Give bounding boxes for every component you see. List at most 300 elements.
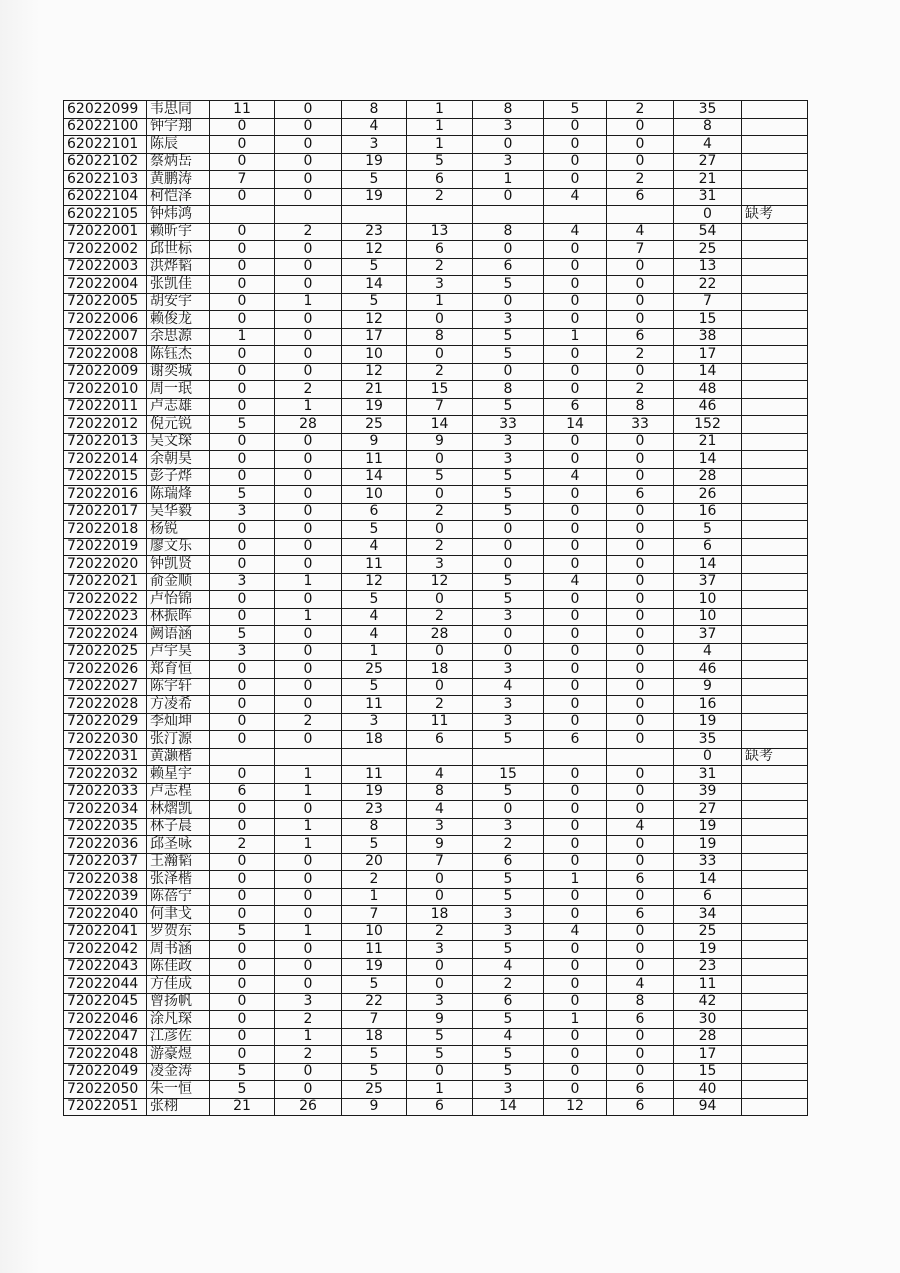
score-cell: 0 [275, 171, 342, 189]
total-cell: 14 [674, 871, 742, 889]
score-cell: 0 [607, 626, 674, 644]
note-cell [742, 818, 808, 836]
total-cell: 25 [674, 241, 742, 259]
score-cell: 0 [544, 678, 607, 696]
score-cell: 0 [275, 941, 342, 959]
score-cell: 0 [544, 538, 607, 556]
student-name-cell: 游豪煜 [147, 1046, 210, 1064]
score-cell: 4 [544, 188, 607, 206]
score-cell: 6 [607, 188, 674, 206]
total-cell: 0 [674, 206, 742, 224]
table-row [64, 381, 808, 399]
score-cell: 0 [544, 136, 607, 154]
total-cell: 11 [674, 976, 742, 994]
student-id-cell: 72022032 [64, 766, 147, 784]
score-cell: 2 [407, 923, 473, 941]
score-cell: 0 [210, 871, 275, 889]
score-cell: 0 [210, 958, 275, 976]
student-name-cell: 陈辰 [147, 136, 210, 154]
total-cell: 17 [674, 346, 742, 364]
student-name-cell: 林子晨 [147, 818, 210, 836]
score-cell: 0 [544, 311, 607, 329]
score-cell: 0 [275, 153, 342, 171]
note-cell [742, 398, 808, 416]
score-cell: 2 [607, 381, 674, 399]
student-id-cell: 72022033 [64, 783, 147, 801]
score-cell: 1 [473, 171, 544, 189]
score-cell: 4 [473, 1028, 544, 1046]
total-cell: 19 [674, 818, 742, 836]
student-name-cell: 周书涵 [147, 941, 210, 959]
score-cell: 5 [473, 1063, 544, 1081]
score-cell: 14 [342, 468, 407, 486]
score-cell: 0 [275, 241, 342, 259]
score-cell: 5 [210, 486, 275, 504]
score-cell: 18 [342, 1028, 407, 1046]
score-cell: 5 [473, 503, 544, 521]
score-cell: 28 [407, 626, 473, 644]
student-id-cell: 72022015 [64, 468, 147, 486]
student-name-cell: 洪烨韬 [147, 258, 210, 276]
score-cell: 10 [342, 346, 407, 364]
score-cell [275, 748, 342, 766]
score-cell: 8 [473, 381, 544, 399]
score-cell: 14 [342, 276, 407, 294]
score-cell: 13 [407, 223, 473, 241]
score-cell: 0 [544, 258, 607, 276]
student-id-cell: 72022023 [64, 608, 147, 626]
score-cell: 33 [607, 416, 674, 434]
score-cell: 8 [407, 783, 473, 801]
table-row [64, 993, 808, 1011]
score-cell: 0 [607, 538, 674, 556]
score-cell: 6 [473, 258, 544, 276]
note-cell [742, 573, 808, 591]
score-cell: 0 [473, 801, 544, 819]
note-cell [742, 451, 808, 469]
score-cell: 5 [473, 346, 544, 364]
student-id-cell: 72022014 [64, 451, 147, 469]
total-cell: 9 [674, 678, 742, 696]
score-cell: 12 [342, 363, 407, 381]
score-cell: 0 [607, 556, 674, 574]
score-cell: 9 [342, 1098, 407, 1116]
score-cell: 0 [210, 293, 275, 311]
total-cell: 6 [674, 538, 742, 556]
score-cell: 0 [607, 801, 674, 819]
score-cell: 0 [275, 1063, 342, 1081]
score-cell: 4 [342, 626, 407, 644]
score-cell: 4 [342, 118, 407, 136]
score-cell: 5 [473, 888, 544, 906]
student-id-cell: 72022030 [64, 731, 147, 749]
score-cell: 0 [210, 1028, 275, 1046]
score-cell: 3 [407, 941, 473, 959]
table-row [64, 661, 808, 679]
student-name-cell: 郑育恒 [147, 661, 210, 679]
score-cell: 18 [407, 661, 473, 679]
score-cell: 8 [473, 223, 544, 241]
table-row [64, 328, 808, 346]
score-cell [210, 748, 275, 766]
score-cell: 4 [473, 678, 544, 696]
total-cell: 94 [674, 1098, 742, 1116]
student-name-cell: 卢志桯 [147, 783, 210, 801]
score-cell: 5 [342, 258, 407, 276]
total-cell: 40 [674, 1081, 742, 1099]
score-cell: 0 [607, 468, 674, 486]
table-row [64, 731, 808, 749]
score-cell: 4 [544, 223, 607, 241]
score-cell: 5 [473, 398, 544, 416]
note-cell [742, 433, 808, 451]
score-cell: 0 [275, 346, 342, 364]
student-name-cell: 涂凡琛 [147, 1011, 210, 1029]
note-cell [742, 521, 808, 539]
score-cell: 0 [275, 136, 342, 154]
score-cell: 3 [407, 818, 473, 836]
score-cell: 1 [407, 118, 473, 136]
score-cell: 0 [275, 871, 342, 889]
note-cell [742, 888, 808, 906]
student-id-cell: 72022011 [64, 398, 147, 416]
score-cell: 0 [210, 521, 275, 539]
score-cell: 3 [407, 276, 473, 294]
total-cell: 26 [674, 486, 742, 504]
score-cell: 0 [275, 258, 342, 276]
score-cell: 0 [607, 433, 674, 451]
table-row [64, 416, 808, 434]
score-cell: 9 [342, 433, 407, 451]
score-cell: 2 [275, 381, 342, 399]
score-cell: 2 [473, 836, 544, 854]
student-name-cell: 凌金涛 [147, 1063, 210, 1081]
total-cell: 15 [674, 1063, 742, 1081]
score-cell: 1 [210, 328, 275, 346]
student-id-cell: 62022105 [64, 206, 147, 224]
score-cell: 6 [473, 993, 544, 1011]
score-cell: 2 [607, 171, 674, 189]
score-cell: 0 [607, 608, 674, 626]
score-cell: 11 [342, 556, 407, 574]
score-cell: 8 [473, 101, 544, 119]
table-row [64, 976, 808, 994]
total-cell: 16 [674, 503, 742, 521]
score-cell: 0 [544, 941, 607, 959]
note-cell [742, 801, 808, 819]
score-cell: 0 [607, 363, 674, 381]
table-row [64, 626, 808, 644]
total-cell: 19 [674, 836, 742, 854]
score-cell: 0 [544, 906, 607, 924]
score-cell: 3 [473, 661, 544, 679]
total-cell: 39 [674, 783, 742, 801]
total-cell: 28 [674, 1028, 742, 1046]
score-cell: 0 [407, 888, 473, 906]
score-cell: 5 [342, 1063, 407, 1081]
note-cell [742, 661, 808, 679]
student-id-cell: 72022051 [64, 1098, 147, 1116]
score-cell: 0 [544, 661, 607, 679]
score-cell: 3 [210, 573, 275, 591]
score-cell: 1 [275, 923, 342, 941]
score-cell: 0 [407, 643, 473, 661]
score-cell: 0 [544, 241, 607, 259]
note-cell [742, 1081, 808, 1099]
score-cell [544, 748, 607, 766]
score-cell: 21 [210, 1098, 275, 1116]
score-cell: 4 [544, 923, 607, 941]
note-cell [742, 556, 808, 574]
score-cell: 2 [275, 223, 342, 241]
score-cell: 0 [544, 801, 607, 819]
student-name-cell: 周一珉 [147, 381, 210, 399]
score-cell: 11 [342, 941, 407, 959]
score-cell: 3 [407, 556, 473, 574]
student-id-cell: 72022013 [64, 433, 147, 451]
score-cell: 1 [342, 888, 407, 906]
score-cell: 0 [275, 101, 342, 119]
student-name-cell: 林熠凯 [147, 801, 210, 819]
total-cell: 152 [674, 416, 742, 434]
total-cell: 33 [674, 853, 742, 871]
score-cell: 19 [342, 188, 407, 206]
score-cell: 0 [275, 363, 342, 381]
score-cell: 0 [210, 346, 275, 364]
score-cell: 5 [473, 486, 544, 504]
score-cell: 23 [342, 801, 407, 819]
student-id-cell: 72022018 [64, 521, 147, 539]
table-row [64, 171, 808, 189]
score-cell: 1 [407, 101, 473, 119]
score-cell: 0 [544, 853, 607, 871]
total-cell: 10 [674, 608, 742, 626]
score-cell: 3 [473, 608, 544, 626]
score-cell: 6 [342, 503, 407, 521]
score-cell: 0 [210, 538, 275, 556]
note-cell [742, 328, 808, 346]
student-id-cell: 62022102 [64, 153, 147, 171]
total-cell: 23 [674, 958, 742, 976]
score-cell: 0 [210, 223, 275, 241]
student-name-cell: 陈宇轩 [147, 678, 210, 696]
score-cell: 0 [210, 853, 275, 871]
table-row [64, 608, 808, 626]
score-cell: 0 [407, 311, 473, 329]
score-cell: 5 [407, 1028, 473, 1046]
student-name-cell: 胡安宇 [147, 293, 210, 311]
table-row [64, 801, 808, 819]
student-name-cell: 黄灏楷 [147, 748, 210, 766]
student-id-cell: 72022001 [64, 223, 147, 241]
score-cell: 0 [210, 976, 275, 994]
student-id-cell: 72022008 [64, 346, 147, 364]
student-name-cell: 陈瑞烽 [147, 486, 210, 504]
note-cell [742, 731, 808, 749]
score-cell: 3 [473, 818, 544, 836]
total-cell: 14 [674, 556, 742, 574]
note-cell [742, 416, 808, 434]
table-row [64, 696, 808, 714]
score-cell: 0 [473, 556, 544, 574]
score-cell: 19 [342, 153, 407, 171]
score-cell: 3 [473, 1081, 544, 1099]
score-cell: 2 [275, 713, 342, 731]
score-cell: 1 [275, 766, 342, 784]
score-cell: 19 [342, 783, 407, 801]
score-cell: 0 [544, 556, 607, 574]
score-cell: 17 [342, 328, 407, 346]
score-cell: 3 [342, 713, 407, 731]
score-cell: 3 [473, 696, 544, 714]
score-cell: 1 [275, 836, 342, 854]
score-cell: 0 [544, 1081, 607, 1099]
table-row [64, 1046, 808, 1064]
student-id-cell: 72022042 [64, 941, 147, 959]
score-cell: 4 [342, 608, 407, 626]
table-row [64, 836, 808, 854]
note-cell [742, 783, 808, 801]
score-cell: 4 [473, 958, 544, 976]
score-cell: 12 [342, 311, 407, 329]
table-row [64, 1081, 808, 1099]
score-cell: 0 [607, 258, 674, 276]
score-cell: 0 [210, 713, 275, 731]
score-cell: 7 [342, 906, 407, 924]
score-cell: 2 [407, 503, 473, 521]
score-cell: 12 [544, 1098, 607, 1116]
score-cell: 8 [342, 818, 407, 836]
score-cell: 0 [607, 118, 674, 136]
student-id-cell: 72022040 [64, 906, 147, 924]
score-cell: 0 [407, 871, 473, 889]
table-row [64, 818, 808, 836]
score-cell: 0 [275, 591, 342, 609]
score-cell: 5 [473, 276, 544, 294]
score-cell: 5 [342, 591, 407, 609]
score-cell: 0 [544, 171, 607, 189]
score-cell: 3 [210, 643, 275, 661]
note-cell [742, 906, 808, 924]
table-row [64, 923, 808, 941]
score-cell: 0 [407, 521, 473, 539]
score-cell: 0 [607, 1028, 674, 1046]
student-id-cell: 62022099 [64, 101, 147, 119]
note-cell [742, 1063, 808, 1081]
score-cell: 1 [342, 643, 407, 661]
score-cell: 6 [544, 398, 607, 416]
table-row [64, 451, 808, 469]
note-cell [742, 1011, 808, 1029]
score-cell: 0 [275, 118, 342, 136]
student-id-cell: 62022104 [64, 188, 147, 206]
score-cell: 1 [275, 1028, 342, 1046]
score-cell: 20 [342, 853, 407, 871]
total-cell: 42 [674, 993, 742, 1011]
student-id-cell: 72022031 [64, 748, 147, 766]
total-cell: 4 [674, 643, 742, 661]
score-cell: 0 [210, 906, 275, 924]
score-cell: 3 [473, 311, 544, 329]
score-cell: 0 [544, 696, 607, 714]
note-cell [742, 538, 808, 556]
score-cell: 0 [210, 276, 275, 294]
note-cell [742, 643, 808, 661]
table-row [64, 241, 808, 259]
score-cell: 0 [210, 398, 275, 416]
score-cell: 0 [210, 818, 275, 836]
score-cell: 0 [275, 958, 342, 976]
total-cell: 25 [674, 923, 742, 941]
score-cell: 0 [210, 363, 275, 381]
score-cell: 3 [473, 153, 544, 171]
student-id-cell: 72022048 [64, 1046, 147, 1064]
score-cell: 0 [607, 591, 674, 609]
student-id-cell: 72022022 [64, 591, 147, 609]
score-cell: 0 [275, 276, 342, 294]
table-row [64, 346, 808, 364]
score-cell: 18 [407, 906, 473, 924]
score-cell: 0 [407, 486, 473, 504]
score-cell: 12 [342, 573, 407, 591]
score-cell: 21 [342, 381, 407, 399]
student-name-cell: 曾扬帆 [147, 993, 210, 1011]
table-row [64, 136, 808, 154]
student-name-cell: 谢奕城 [147, 363, 210, 381]
score-cell: 0 [544, 766, 607, 784]
table-row [64, 468, 808, 486]
student-id-cell: 72022034 [64, 801, 147, 819]
score-cell: 2 [275, 1011, 342, 1029]
note-cell [742, 976, 808, 994]
total-cell: 38 [674, 328, 742, 346]
note-cell [742, 1028, 808, 1046]
score-cell: 5 [473, 783, 544, 801]
score-cell: 8 [407, 328, 473, 346]
note-cell: 缺考 [742, 748, 808, 766]
score-cell [342, 206, 407, 224]
score-cell [342, 748, 407, 766]
table-row [64, 538, 808, 556]
note-cell [742, 923, 808, 941]
score-cell: 7 [407, 853, 473, 871]
score-cell: 0 [407, 451, 473, 469]
score-cell: 5 [544, 101, 607, 119]
total-cell: 15 [674, 311, 742, 329]
score-cell: 5 [473, 328, 544, 346]
score-cell: 7 [342, 1011, 407, 1029]
score-cell: 6 [407, 171, 473, 189]
score-cell: 0 [607, 941, 674, 959]
score-cell: 0 [544, 293, 607, 311]
student-id-cell: 72022027 [64, 678, 147, 696]
score-cell [473, 748, 544, 766]
student-name-cell: 王瀚韬 [147, 853, 210, 871]
student-name-cell: 赖星宇 [147, 766, 210, 784]
score-cell: 2 [607, 346, 674, 364]
total-cell: 28 [674, 468, 742, 486]
note-cell [742, 1098, 808, 1116]
score-cell: 2 [407, 188, 473, 206]
student-name-cell: 蔡炳岳 [147, 153, 210, 171]
student-id-cell: 72022012 [64, 416, 147, 434]
student-name-cell: 卢怡锦 [147, 591, 210, 609]
score-table [63, 100, 808, 1116]
score-cell: 0 [210, 258, 275, 276]
score-cell: 25 [342, 1081, 407, 1099]
note-cell [742, 223, 808, 241]
score-cell: 0 [544, 958, 607, 976]
